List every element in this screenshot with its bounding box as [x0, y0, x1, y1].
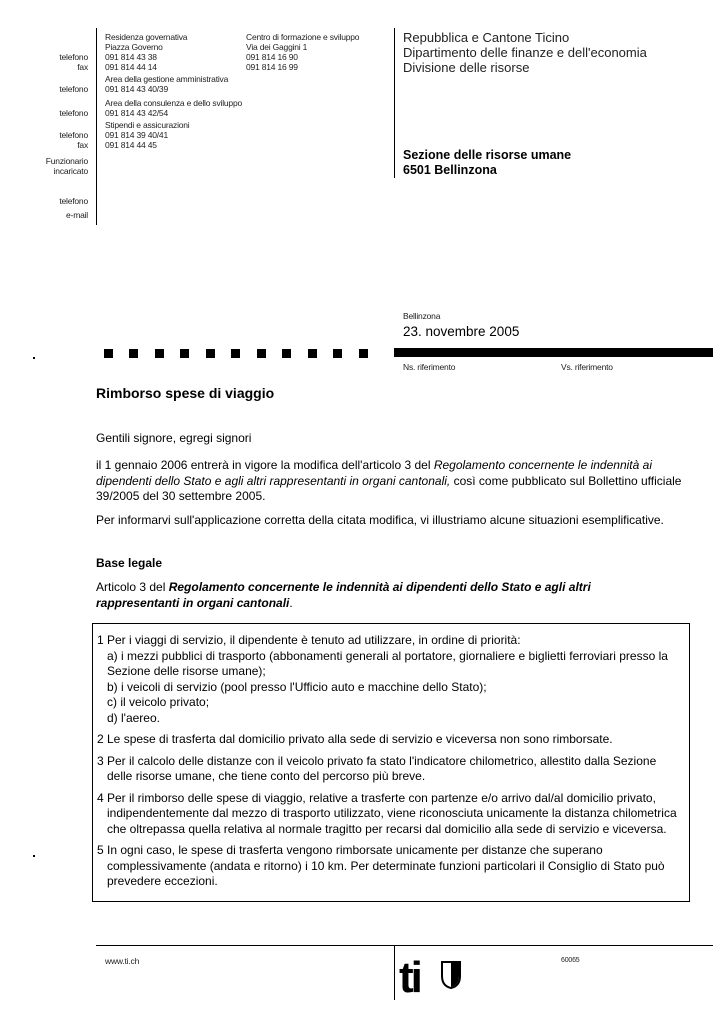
label-telefono: telefono	[59, 196, 88, 206]
contact-line: Stipendi e assicurazioni	[105, 120, 190, 130]
label-fax: fax	[77, 140, 88, 150]
legal-reference	[96, 580, 626, 611]
paragraph-info: Per informarvi sull'applicazione corretta della citata modifica, vi illustriamo alcune situazioni esemplificative.	[96, 513, 664, 527]
bar-square	[282, 349, 291, 358]
letter-date: 23. novembre 2005	[403, 324, 520, 339]
intro-text-end: così come pubblicato sul Bollettino ufficiale 39/2005 del 30 settembre 2005.	[96, 473, 682, 503]
label-fax: fax	[77, 62, 88, 72]
left-vertical-rule	[96, 28, 97, 225]
label-telefono: telefono	[59, 108, 88, 118]
contact-fax: 091 814 44 45	[105, 140, 157, 150]
article-paragraph-1: 1 Per i viaggi di servizio, il dipendente è tenuto ad utilizzare, in ordine di priorità:	[97, 633, 521, 647]
contact-phone: 091 814 43 40/39	[105, 84, 168, 94]
article-item-d: d) l'aereo.	[107, 710, 160, 725]
intro-text: il 1 gennaio 2006 entrerà in vigore la modifica dell'articolo 3 del	[96, 458, 434, 472]
fold-mark	[33, 357, 35, 359]
article-paragraph-2: 2 Le spese di trasferta dal domicilio privato alla sede di servizio e viceversa non sono rimborsate.	[97, 732, 613, 746]
contact-phone: 091 814 43 38	[105, 52, 157, 62]
contact-line: Residenza governativa	[105, 32, 188, 42]
header-canton: Repubblica e Cantone Ticino	[403, 30, 570, 45]
bar-square	[180, 349, 189, 358]
bar-square	[359, 349, 368, 358]
solid-bar	[394, 348, 713, 357]
contact-line: Via dei Gaggini 1	[246, 42, 308, 52]
legal-text: Articolo 3 del	[96, 580, 169, 594]
contact-phone: 091 814 39 40/41	[105, 130, 168, 140]
bar-square	[206, 349, 215, 358]
article-paragraph-4: 4 Per il rimborso delle spese di viaggio, relative a trasferte con partenze e/o arrivo dal/al domicilio privato,	[97, 790, 656, 805]
regulation-title: Regolamento concernente le indennità ai dipendenti dello Stato e agli altri rappresentanti in organi cantonali,	[96, 458, 652, 488]
contact-fax: 091 814 44 14	[105, 62, 157, 72]
article-paragraph-5-cont: complessivamente (andata e ritorno) i 10 km. Per determinate funzioni particolari il Consiglio di Stato può prevedere eccezioni.	[107, 858, 665, 888]
header-address: 6501 Bellinzona	[403, 163, 497, 177]
bar-square	[333, 349, 342, 358]
our-reference-label: Ns. riferimento	[403, 362, 456, 372]
right-vertical-rule	[394, 28, 395, 178]
contact-line: Centro di formazione e sviluppo	[246, 32, 360, 42]
article-paragraph-3-cont: delle risorse umane, che tiene conto del percorso più breve.	[107, 769, 426, 783]
contact-line: Area della consulenza e dello sviluppo	[105, 98, 242, 108]
footer-code: 60065	[561, 957, 580, 964]
bar-square	[104, 349, 113, 358]
header-section: Sezione delle risorse umane	[403, 148, 572, 162]
bar-square	[231, 349, 240, 358]
article-item-a: a) i mezzi pubblici di trasporto (abbonamenti generali al portatore, giornaliere e biglietti ferroviari presso la Sezione delle risorse umane);	[107, 648, 668, 678]
contact-phone: 091 814 16 90	[246, 52, 298, 62]
article-paragraph-5: 5 In ogni caso, le spese di trasferta vengono rimborsate unicamente per distanze che superano	[97, 843, 603, 857]
contact-fax: 091 814 16 99	[246, 62, 298, 72]
label-telefono: telefono	[59, 130, 88, 140]
contact-phone: 091 814 43 42/54	[105, 108, 168, 118]
fold-mark	[33, 855, 35, 857]
bar-square	[257, 349, 266, 358]
label-telefono: telefono	[59, 52, 88, 62]
bar-square	[308, 349, 317, 358]
legal-regulation-title: Regolamento concernente le indennità ai dipendenti dello Stato e agli altri rappresentanti in organi cantonali	[96, 580, 591, 610]
footer-website: www.ti.ch	[105, 956, 140, 966]
ticino-logo	[397, 953, 437, 1002]
bar-square	[155, 349, 164, 358]
contact-line: Piazza Governo	[105, 42, 163, 52]
article-paragraph-3: 3 Per il calcolo delle distanze con il veicolo privato fa stato l'indicatore chilometrico, allestito dalla Sezione	[97, 753, 657, 768]
footer-rule	[96, 945, 713, 946]
legal-heading: Base legale	[96, 556, 163, 570]
label-email: e-mail	[66, 210, 88, 220]
contact-line: Area della gestione amministrativa	[105, 74, 229, 84]
bar-square	[129, 349, 138, 358]
canton-shield-icon	[440, 960, 462, 990]
letter-subject: Rimborso spese di viaggio	[96, 385, 275, 401]
article-item-b: b) i veicoli di servizio (pool presso l'Ufficio auto e macchine dello Stato);	[107, 679, 487, 694]
your-reference-label: Vs. riferimento	[561, 362, 613, 372]
article-content	[97, 633, 685, 890]
article-item-c: c) il veicolo privato;	[107, 695, 210, 709]
label-telefono: telefono	[59, 84, 88, 94]
header-division: Divisione delle risorse	[403, 60, 530, 75]
footer-vertical-rule	[394, 945, 395, 1000]
date-place: Bellinzona	[403, 311, 441, 321]
label-incaricato: incaricato	[53, 166, 88, 176]
salutation: Gentili signore, egregi signori	[96, 431, 252, 445]
article-box	[92, 623, 690, 902]
legal-text-end: .	[289, 595, 293, 610]
paragraph-intro	[96, 458, 696, 505]
article-paragraph-4-cont: indipendentemente dal mezzo di trasporto utilizzato, viene riconosciuta unicamente la distanza chilometrica che oltrepassa quella relativa al normale tragitto per recarsi dal domicilio alla sede di servizio e viceversa.	[107, 806, 677, 836]
header-department: Dipartimento delle finanze e dell'economia	[403, 45, 647, 60]
logo-lettering: ti	[399, 953, 420, 1002]
label-funzionario: Funzionario	[45, 156, 88, 166]
